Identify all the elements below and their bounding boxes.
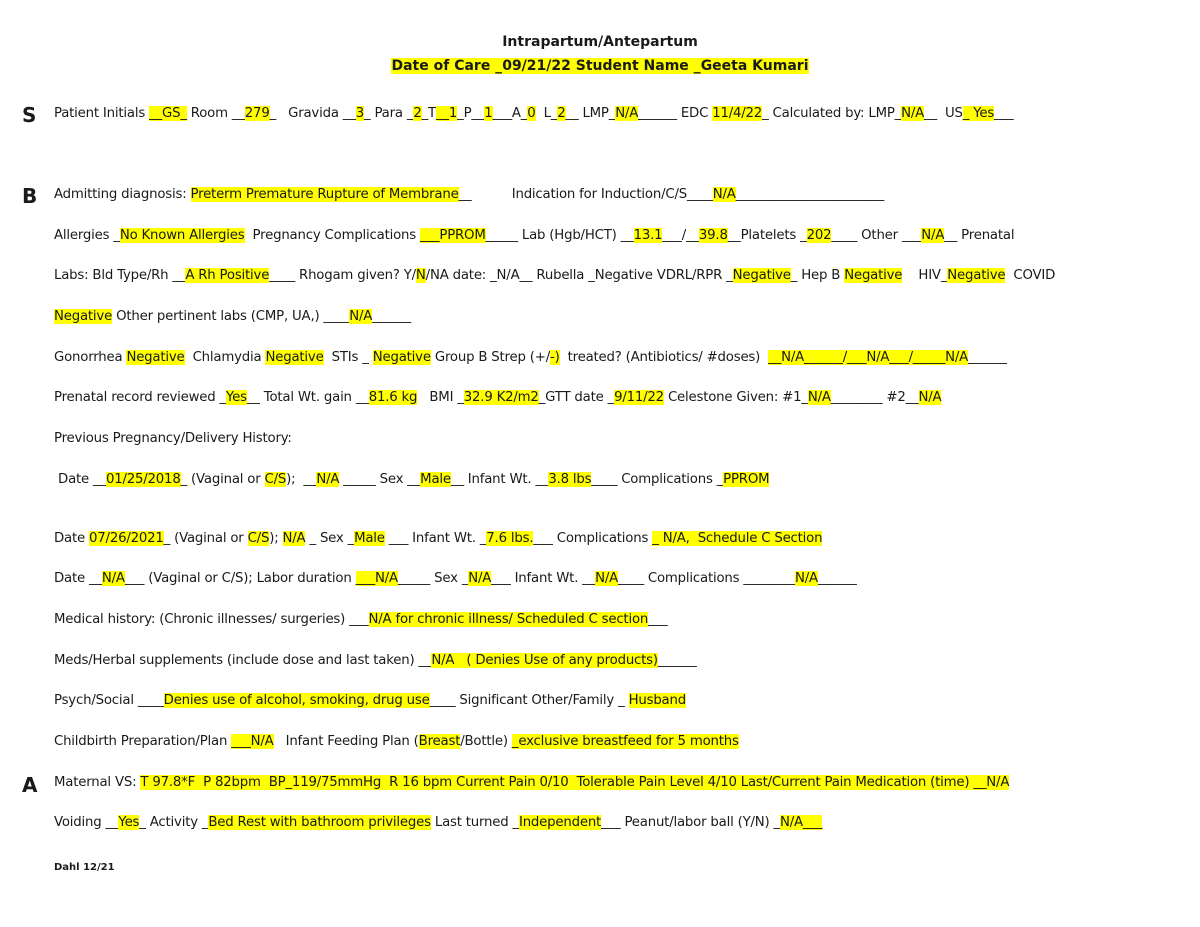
line-prenatal-record [54, 390, 941, 405]
field-label: ___ Infant Wt. _ [384, 531, 487, 546]
field-label: _ Activity _ [139, 815, 209, 830]
field-label: ___ Infant Wt. __ [491, 571, 596, 586]
field-label: __ Indication for Induction/C/S____ [458, 187, 713, 202]
field-value: N/A___ [780, 815, 823, 830]
field-value: N/A [615, 106, 639, 121]
field-label: ______ [372, 309, 411, 324]
field-label: Previous Pregnancy/Delivery History: [54, 431, 292, 446]
field-value: 279 [244, 106, 270, 121]
field-label: ___ [994, 106, 1014, 121]
field-value: C/S [264, 472, 287, 487]
field-label: ______ [817, 571, 857, 586]
line-previous-history [54, 431, 292, 446]
field-label: ________ #2__ [830, 390, 919, 405]
line-maternal-vs [54, 775, 1009, 790]
field-value: T 97.8*F P 82bpm BP_119/75mmHg R 16 bpm Current Pain 0/10 Tolerable Pain Level 4/10 Last/Current Pain Medication (time) __N/A [140, 775, 1010, 790]
field-value: 07/26/2021 [89, 531, 164, 546]
field-label: __ Infant Wt. __ [450, 472, 549, 487]
field-value: Male [420, 472, 451, 487]
field-value: Negative [372, 350, 431, 365]
footer-note: Dahl 12/21 [54, 862, 115, 873]
field-label: __ Prenatal [944, 228, 1015, 243]
field-label: ____ Rhogam given? Y/ [269, 268, 416, 283]
field-value: N/A [316, 472, 340, 487]
field-value: 3.8 lbs [548, 472, 592, 487]
field-value: 01/25/2018 [105, 472, 181, 487]
field-label: _ Para _ [363, 106, 414, 121]
field-value: Denies use of alcohol, smoking, drug use [163, 693, 430, 708]
field-label: ___ Peanut/labor ball (Y/N) _ [601, 815, 780, 830]
field-label: Voiding __ [54, 815, 119, 830]
section-b-marker: B [22, 184, 38, 208]
field-label: L_ [535, 106, 558, 121]
line-voiding [54, 815, 822, 830]
field-label: _ Calculated by: LMP_ [762, 106, 902, 121]
date-of-care-value: 09/21/22 [502, 58, 571, 74]
field-value: N/A [712, 187, 736, 202]
field-value: N/A [349, 309, 373, 324]
field-label: Gonorrhea [54, 350, 127, 365]
line-childbirth-plan [54, 734, 739, 749]
field-label: Maternal VS: [54, 775, 141, 790]
field-value: N/A ( Denies Use of any products) [431, 653, 658, 668]
field-value: N [415, 268, 426, 283]
field-label: Labs: Bld Type/Rh __ [54, 268, 186, 283]
field-value: ___PPROM [420, 228, 486, 243]
field-value: _ N/A, Schedule C Section [652, 531, 823, 546]
field-value: 32.9 K2/m2 [463, 390, 539, 405]
field-label: _ Hep B [790, 268, 845, 283]
field-label: Allergies _ [54, 228, 120, 243]
document-subtitle [0, 58, 1200, 74]
subtitle-mid: Student Name _ [570, 58, 701, 74]
field-label: Psych/Social ____ [54, 693, 164, 708]
field-label: ____ Complications _ [591, 472, 724, 487]
line-delivery-3 [54, 571, 857, 586]
field-label: ); [269, 531, 283, 546]
field-value: C/S [247, 531, 270, 546]
document-title: Intrapartum/Antepartum [502, 34, 698, 50]
field-label: _ (Vaginal or [180, 472, 265, 487]
field-label: __Platelets _ [727, 228, 807, 243]
field-label: ___ (Vaginal or C/S); Labor duration [124, 571, 356, 586]
field-label: _GTT date _ [538, 390, 615, 405]
field-value: __1 [435, 106, 458, 121]
subtitle-prefix: Date of Care _ [391, 58, 503, 74]
field-label: ___A_ [492, 106, 528, 121]
field-label: __ US [924, 106, 963, 121]
field-value: 3 [355, 106, 364, 121]
field-label: Room __ [186, 106, 245, 121]
field-value: 9/11/22 [614, 390, 664, 405]
field-label: _______________________ [735, 187, 885, 202]
line-patient-initials [54, 106, 1013, 121]
field-label: Patient Initials [54, 106, 150, 121]
field-label: Meds/Herbal supplements (include dose and last taken) __ [54, 653, 432, 668]
field-value: N/A [918, 390, 942, 405]
line-meds [54, 653, 697, 668]
field-value: PPROM [723, 472, 770, 487]
field-label: /NA date: _N/A__ Rubella _Negative VDRL/RPR _ [425, 268, 733, 283]
field-label: ____ Complications ________ [618, 571, 795, 586]
field-label: Celestone Given: #1_ [663, 390, 808, 405]
field-label: Infant Feeding Plan ( [273, 734, 419, 749]
field-label: _ Gravida __ [269, 106, 356, 121]
field-value: N/A [921, 228, 945, 243]
student-name-value: Geeta Kumari [700, 58, 809, 74]
field-label: Group B Strep (+/ [430, 350, 550, 365]
field-label: Childbirth Preparation/Plan [54, 734, 232, 749]
field-label: ___ [648, 612, 668, 627]
field-value: Husband [628, 693, 686, 708]
field-label: Date __ [54, 472, 106, 487]
field-label: _____ Sex __ [339, 472, 421, 487]
field-value: Negative [844, 268, 903, 283]
field-label: COVID [1005, 268, 1056, 283]
field-value: N/A for chronic illness/ Scheduled C section [368, 612, 649, 627]
field-label: ); __ [286, 472, 317, 487]
field-label: ___ Complications [533, 531, 653, 546]
field-value: __N/A______/___N/A___/_____N/A [768, 350, 969, 365]
field-value: 2 [413, 106, 422, 121]
field-label: Last turned _ [430, 815, 519, 830]
field-value: N/A [282, 531, 306, 546]
field-label: /Bottle) [460, 734, 512, 749]
field-label: __ LMP_ [565, 106, 616, 121]
field-value: ___N/A [355, 571, 398, 586]
field-value: N/A [901, 106, 925, 121]
field-label: treated? (Antibiotics/ #doses) [559, 350, 769, 365]
field-value: N/A [807, 390, 831, 405]
field-label: Medical history: (Chronic illnesses/ surgeries) ___ [54, 612, 369, 627]
section-a-marker: A [22, 773, 38, 797]
field-value: No Known Allergies [119, 228, 245, 243]
field-value: 202 [806, 228, 832, 243]
line-delivery-2 [54, 531, 822, 546]
field-label: __ Total Wt. gain __ [246, 390, 369, 405]
field-label: _____ Sex _ [397, 571, 469, 586]
field-label: Chlamydia [184, 350, 266, 365]
field-label: STIs _ [323, 350, 373, 365]
field-value: N/A [468, 571, 492, 586]
field-value: Negative [54, 309, 113, 324]
field-value: 7.6 lbs. [486, 531, 534, 546]
field-value: Yes [225, 390, 247, 405]
field-value: 1 [484, 106, 493, 121]
field-value: 39.8 [698, 228, 728, 243]
field-label: Date __ [54, 571, 102, 586]
field-label: Prenatal record reviewed _ [54, 390, 226, 405]
field-value: _ Yes [962, 106, 995, 121]
line-allergies [54, 228, 1014, 243]
field-value: _exclusive breastfeed for 5 months [511, 734, 739, 749]
field-value: Breast [418, 734, 461, 749]
field-value: Bed Rest with bathroom privileges [208, 815, 431, 830]
field-label: ___/__ [662, 228, 699, 243]
field-value: ___N/A [231, 734, 274, 749]
line-psych-social [54, 693, 686, 708]
field-label: ______ EDC [638, 106, 713, 121]
field-label: ____ Significant Other/Family _ [429, 693, 629, 708]
field-label: _ (Vaginal or [163, 531, 248, 546]
field-label: _____ Lab (Hgb/HCT) __ [485, 228, 634, 243]
section-s-marker: S [22, 103, 37, 127]
field-value: 13.1 [633, 228, 663, 243]
field-value: Negative [126, 350, 185, 365]
field-value: 2 [557, 106, 566, 121]
field-value: -) [549, 350, 560, 365]
line-medical-history [54, 612, 667, 627]
field-label: ______ [657, 653, 697, 668]
field-label: ______ [968, 350, 1007, 365]
field-value: N/A [595, 571, 619, 586]
field-label: _T [421, 106, 436, 121]
field-value: Yes [118, 815, 140, 830]
field-value: 11/4/22 [712, 106, 763, 121]
line-gonorrhea [54, 350, 1007, 365]
field-value: Preterm Premature Rupture of Membrane [190, 187, 459, 202]
field-value: Negative [265, 350, 324, 365]
field-label: Date [54, 531, 90, 546]
field-value: Male [354, 531, 385, 546]
line-prenatal-labs [54, 268, 1055, 283]
line-delivery-1 [54, 472, 769, 487]
field-label: Other pertinent labs (CMP, UA,) ____ [112, 309, 350, 324]
field-label: Admitting diagnosis: [54, 187, 191, 202]
field-label: _P__ [457, 106, 485, 121]
field-value: N/A [795, 571, 818, 586]
line-other-labs [54, 309, 411, 324]
field-label: BMI _ [417, 390, 464, 405]
field-label: _ Sex _ [305, 531, 355, 546]
field-value: 81.6 kg [368, 390, 418, 405]
field-value: Negative [732, 268, 791, 283]
field-value: Negative [947, 268, 1006, 283]
field-value: Independent [518, 815, 602, 830]
field-label: Pregnancy Complications [244, 228, 421, 243]
line-admitting-diagnosis [54, 187, 884, 202]
field-value: 0 [527, 106, 536, 121]
field-value: __GS_ [149, 106, 187, 121]
field-label: HIV_ [902, 268, 948, 283]
field-value: A Rh Positive [185, 268, 270, 283]
field-value: N/A [101, 571, 125, 586]
field-label: ____ Other ___ [831, 228, 922, 243]
